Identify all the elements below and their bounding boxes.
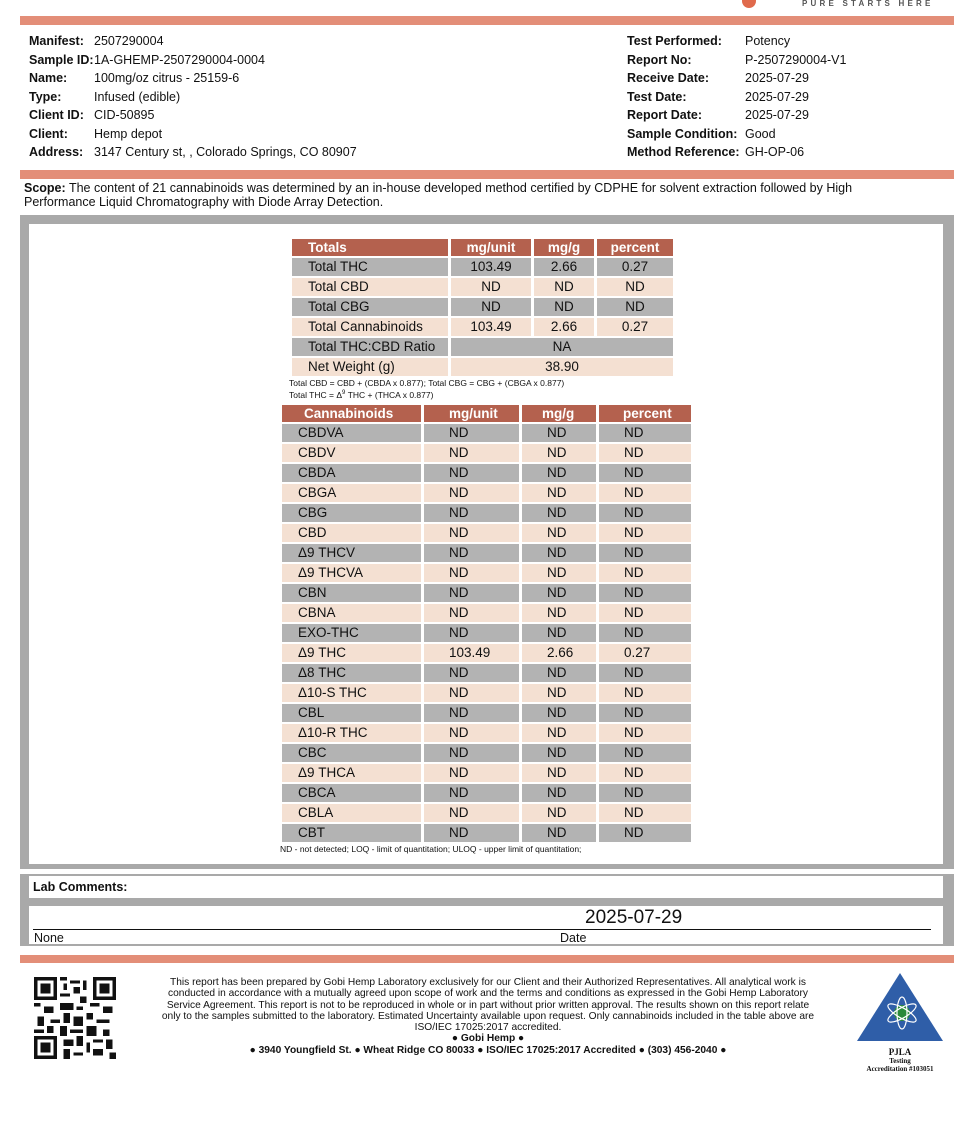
qr-code-icon xyxy=(34,977,116,1059)
formula-thc: Total THC = $\Delta^9$ THC + (THCA x 0.877) xyxy=(289,389,434,400)
table-row xyxy=(292,258,673,276)
table-cell: CBT xyxy=(282,824,421,842)
table-row xyxy=(282,544,691,562)
column-header: percent xyxy=(599,405,691,422)
table-cell: ND xyxy=(599,744,691,762)
table-row xyxy=(282,464,691,482)
info-label: Sample ID: xyxy=(29,52,94,67)
table-cell: 0.27 xyxy=(597,258,673,276)
column-header: Totals xyxy=(292,239,448,256)
table-cell: 103.49 xyxy=(451,318,531,336)
scope-label: Scope: xyxy=(24,181,66,195)
table-row xyxy=(282,584,691,602)
table-cell: ND xyxy=(599,724,691,742)
logo-mark xyxy=(742,0,756,8)
table-cell: ND xyxy=(599,564,691,582)
table-cell: ND xyxy=(522,484,596,502)
table-cell: ND xyxy=(522,624,596,642)
table-cell: CBL xyxy=(282,704,421,722)
table-cell: ND xyxy=(522,524,596,542)
table-cell: ND xyxy=(599,664,691,682)
table-cell: Total THC:CBD Ratio xyxy=(292,338,448,356)
table-row xyxy=(292,338,673,356)
table-cell: ND xyxy=(599,504,691,522)
table-cell: ND xyxy=(522,444,596,462)
table-cell: CBCA xyxy=(282,784,421,802)
info-label: Manifest: xyxy=(29,34,84,48)
table-row xyxy=(282,724,691,742)
pjla-name: PJLA xyxy=(888,1047,912,1057)
table-footnote: ND - not detected; LOQ - limit of quantitation; ULOQ - upper limit of quantitation; xyxy=(280,844,582,854)
table-cell: ND xyxy=(424,684,519,702)
table-cell: ND xyxy=(522,744,596,762)
table-cell: ND xyxy=(599,764,691,782)
info-label: Test Date: xyxy=(627,89,687,104)
info-label: Name: xyxy=(29,71,68,85)
table-cell: Δ9 THC xyxy=(282,644,421,662)
lab-comments-label: Lab Comments: xyxy=(33,880,128,894)
cannabinoids-table xyxy=(279,403,694,844)
info-label: Client ID: xyxy=(29,108,84,122)
table-cell: ND xyxy=(522,564,596,582)
table-cell: CBGA xyxy=(282,484,421,502)
table-cell: ND xyxy=(424,584,519,602)
table-cell: ND xyxy=(534,278,594,296)
table-row xyxy=(292,358,673,376)
report-no-value: P-2507290004-V1 xyxy=(745,52,847,67)
signer-name: None xyxy=(34,931,64,945)
table-cell: ND xyxy=(424,464,519,482)
company-address: ● 3940 Youngfield St. ● Wheat Ridge CO 80033 ● ISO/IEC 17025:2017 Accredited ● (303) 456-2040 ● xyxy=(249,1044,727,1056)
table-cell: ND xyxy=(522,504,596,522)
table-cell: ND xyxy=(599,824,691,842)
totals-formula-note xyxy=(289,379,564,400)
table-cell: ND xyxy=(522,804,596,822)
info-label: Sample Condition: xyxy=(627,126,738,141)
table-row xyxy=(282,484,691,502)
table-cell: ND xyxy=(451,278,531,296)
table-row xyxy=(292,318,673,336)
type-value: Infused (edible) xyxy=(94,89,181,104)
table-cell: CBG xyxy=(282,504,421,522)
table-cell: CBNA xyxy=(282,604,421,622)
method-reference-value: GH-OP-06 xyxy=(745,145,805,159)
table-cell: ND xyxy=(599,804,691,822)
table-row xyxy=(282,504,691,522)
company-name: ● Gobi Hemp ● xyxy=(451,1033,525,1045)
info-label: Report No: xyxy=(627,52,692,67)
disclaimer xyxy=(160,977,816,1056)
signature-date: 2025-07-29 xyxy=(585,907,683,928)
table-cell: ND xyxy=(522,784,596,802)
table-cell: CBC xyxy=(282,744,421,762)
report-date-value: 2025-07-29 xyxy=(745,108,809,122)
table-cell: ND xyxy=(424,624,519,642)
table-cell: 2.66 xyxy=(522,644,596,662)
table-cell: ND xyxy=(599,604,691,622)
report-info xyxy=(627,32,846,162)
table-row xyxy=(282,684,691,702)
column-header: percent xyxy=(597,239,673,256)
column-header: mg/unit xyxy=(424,405,519,422)
tagline: PURE STARTS HERE xyxy=(802,0,934,8)
date-label: Date xyxy=(560,931,587,945)
table-cell: CBDV xyxy=(282,444,421,462)
info-label: Test Performed: xyxy=(627,34,722,48)
table-cell: CBD xyxy=(282,524,421,542)
table-cell: ND xyxy=(424,564,519,582)
table-cell: ND xyxy=(599,444,691,462)
table-cell: ND xyxy=(424,524,519,542)
table-cell: ND xyxy=(599,544,691,562)
table-cell: ND xyxy=(522,604,596,622)
table-cell: Δ9 THCA xyxy=(282,764,421,782)
table-cell: ND xyxy=(424,804,519,822)
table-row xyxy=(282,764,691,782)
table-cell: ND xyxy=(522,464,596,482)
table-cell: ND xyxy=(424,724,519,742)
table-cell: ND xyxy=(597,278,673,296)
table-cell: ND xyxy=(599,624,691,642)
sample-id-value: 1A-GHEMP-2507290004-0004 xyxy=(94,52,265,67)
table-row xyxy=(282,744,691,762)
table-cell: ND xyxy=(599,424,691,442)
table-cell: CBDVA xyxy=(282,424,421,442)
table-cell: ND xyxy=(522,684,596,702)
table-cell: ND xyxy=(522,584,596,602)
table-cell: ND xyxy=(534,298,594,316)
info-label: Client: xyxy=(29,126,68,141)
sample-condition-value: Good xyxy=(745,126,776,141)
table-cell: ND xyxy=(424,744,519,762)
pjla-accreditation-logo xyxy=(855,973,945,1073)
manifest-value: 2507290004 xyxy=(94,34,164,48)
table-row xyxy=(282,824,691,842)
column-header: Cannabinoids xyxy=(282,405,421,422)
table-cell: ND xyxy=(522,724,596,742)
table-cell: ND xyxy=(522,424,596,442)
table-cell: ND xyxy=(424,504,519,522)
table-header-row xyxy=(282,405,691,422)
ratio-value: NA xyxy=(451,338,673,356)
table-cell: 103.49 xyxy=(451,258,531,276)
scope-text xyxy=(24,182,924,209)
table-cell: ND xyxy=(424,784,519,802)
name-value: 100mg/oz citrus - 25159-6 xyxy=(94,71,240,85)
table-cell: ND xyxy=(599,584,691,602)
table-row xyxy=(282,444,691,462)
table-cell: Total CBG xyxy=(292,298,448,316)
section-rule xyxy=(20,170,954,179)
table-row xyxy=(282,804,691,822)
table-cell: ND xyxy=(597,298,673,316)
table-cell: CBLA xyxy=(282,804,421,822)
table-cell: ND xyxy=(599,524,691,542)
info-label: Address: xyxy=(29,145,84,159)
scope-body: The content of 21 cannabinoids was determined by an in-house developed method certified by CDPHE for solvent extraction followed by High Performance Liquid Chromatography with Diode Array Detection. xyxy=(24,181,853,209)
top-rule xyxy=(20,16,954,25)
table-cell: 2.66 xyxy=(534,258,594,276)
table-header-row xyxy=(292,239,673,256)
column-header: mg/unit xyxy=(451,239,531,256)
table-row xyxy=(282,664,691,682)
table-cell: Total Cannabinoids xyxy=(292,318,448,336)
table-cell: Total THC xyxy=(292,258,448,276)
table-cell: ND xyxy=(424,484,519,502)
table-cell: ND xyxy=(424,764,519,782)
receive-date-value: 2025-07-29 xyxy=(745,71,809,85)
pjla-testing: Testing xyxy=(889,1057,911,1065)
table-cell: ND xyxy=(599,464,691,482)
totals-table xyxy=(289,237,676,378)
lab-comments-header xyxy=(29,876,943,898)
info-label: Receive Date: xyxy=(627,71,709,85)
sample-info xyxy=(29,32,357,162)
table-cell: Δ9 THCVA xyxy=(282,564,421,582)
info-label: Type: xyxy=(29,89,62,104)
table-row xyxy=(282,784,691,802)
table-cell: 0.27 xyxy=(597,318,673,336)
test-date-value: 2025-07-29 xyxy=(745,89,809,104)
table-cell: ND xyxy=(522,704,596,722)
table-cell: ND xyxy=(424,704,519,722)
table-row xyxy=(292,278,673,296)
table-cell: ND xyxy=(522,544,596,562)
table-cell: ND xyxy=(599,784,691,802)
net-weight-value: 38.90 xyxy=(451,358,673,376)
table-cell: Total CBD xyxy=(292,278,448,296)
table-cell: ND xyxy=(522,664,596,682)
table-cell: 0.27 xyxy=(599,644,691,662)
column-header: mg/g xyxy=(534,239,594,256)
client-id-value: CID-50895 xyxy=(94,108,155,122)
info-label: Report Date: xyxy=(627,108,703,122)
signature-block xyxy=(29,906,943,944)
table-cell: EXO-THC xyxy=(282,624,421,642)
formula-cbd-cbg: Total CBD = CBD + (CBDA x 0.877); Total CBG = CBG + (CBGA x 0.877) xyxy=(289,378,565,388)
client-value: Hemp depot xyxy=(94,126,163,141)
table-cell: Δ8 THC xyxy=(282,664,421,682)
table-cell: 2.66 xyxy=(534,318,594,336)
table-cell: CBN xyxy=(282,584,421,602)
info-label: Method Reference: xyxy=(627,145,740,159)
table-cell: 103.49 xyxy=(424,644,519,662)
table-cell: ND xyxy=(599,684,691,702)
table-cell: Net Weight (g) xyxy=(292,358,448,376)
table-cell: CBDA xyxy=(282,464,421,482)
table-cell: ND xyxy=(424,604,519,622)
signature-line xyxy=(33,929,931,930)
table-cell: ND xyxy=(424,824,519,842)
table-row xyxy=(282,604,691,622)
table-cell: ND xyxy=(599,704,691,722)
table-cell: ND xyxy=(424,544,519,562)
table-cell: ND xyxy=(424,424,519,442)
table-row xyxy=(282,704,691,722)
table-cell: ND xyxy=(599,484,691,502)
table-cell: ND xyxy=(522,764,596,782)
table-cell: ND xyxy=(424,664,519,682)
column-header: mg/g xyxy=(522,405,596,422)
disclaimer-text: This report has been prepared by Gobi Hemp Laboratory exclusively for our Client and their Authorized Representatives. All analytical work is conducted in accordance with a mutually agreed upon scope of work and the terms and conditions as expressed in the Gobi Hemp Laboratory Service Agreement. This report is not to be reproduced in whole or in part without prior written approval. The results shown on this report relate only to the samples submitted to the laboratory. Estimated Uncertainty available upon request. Only cannabinoids included in the table above are ISO/IEC 17025:2017 accredited. xyxy=(161,977,815,1034)
pjla-accreditation-number: Accreditation #103051 xyxy=(866,1065,934,1073)
table-row xyxy=(282,424,691,442)
table-cell: ND xyxy=(522,824,596,842)
table-row xyxy=(282,524,691,542)
table-cell: Δ9 THCV xyxy=(282,544,421,562)
table-cell: Δ10-R THC xyxy=(282,724,421,742)
table-row xyxy=(282,564,691,582)
footer-rule xyxy=(20,955,954,963)
table-row xyxy=(282,644,691,662)
address-value: 3147 Century st, , Colorado Springs, CO 80907 xyxy=(94,145,357,159)
pjla-triangle-icon xyxy=(855,973,945,1043)
table-row xyxy=(292,298,673,316)
table-cell: Δ10-S THC xyxy=(282,684,421,702)
table-cell: ND xyxy=(451,298,531,316)
table-row xyxy=(282,624,691,642)
test-performed-value: Potency xyxy=(745,34,791,48)
table-cell: ND xyxy=(424,444,519,462)
